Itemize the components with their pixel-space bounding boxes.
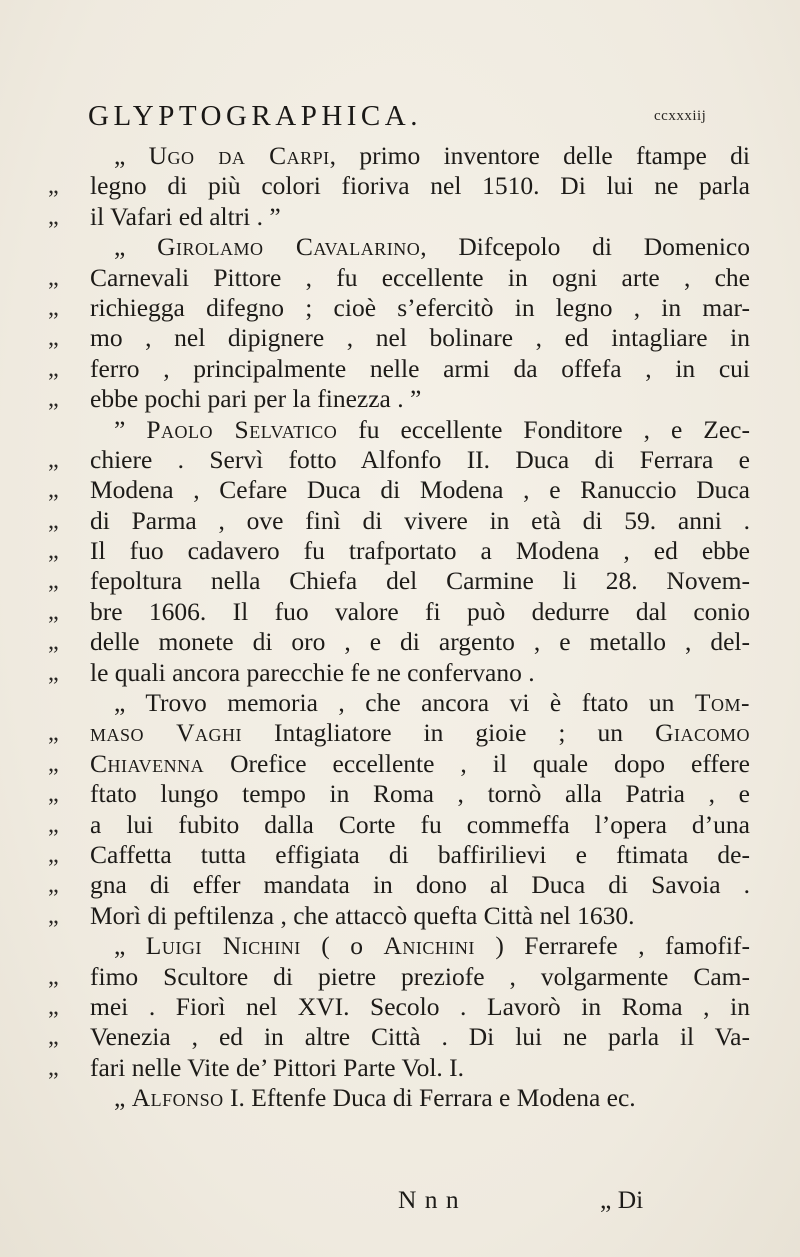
text-run: legno di più colori fioriva nel 1510. Di lui ne parla: [90, 171, 750, 201]
quotation-mark: „: [48, 507, 59, 534]
text-run: „: [114, 931, 146, 961]
text-run: di Parma , ove finì di vivere in età di 59. anni .: [90, 505, 750, 535]
text-run: Intagliatore in gioie ; un: [241, 718, 656, 748]
quotation-mark: „: [48, 386, 59, 413]
text-run: I. Eftenfe Duca di Ferrara e Modena ec.: [223, 1083, 636, 1113]
quotation-mark: „: [48, 629, 59, 656]
catchword: „ Di: [600, 1185, 644, 1214]
quotation-mark: „: [48, 446, 59, 473]
text-line: [48, 536, 768, 566]
line-text: [90, 779, 750, 809]
text-line: [48, 202, 768, 232]
text-line: [48, 901, 768, 931]
line-text: [90, 323, 750, 353]
quotation-mark: „: [48, 294, 59, 321]
text-run: ”: [114, 414, 147, 444]
text-run: Orefice eccellente , il quale dopo effere: [204, 748, 750, 778]
signature-mark: N n n: [398, 1185, 460, 1214]
text-run: fari nelle Vite de’ Pittori Parte Vol. I.: [90, 1052, 465, 1082]
text-line: [48, 171, 768, 201]
line-text: [90, 749, 750, 779]
quotation-mark: „: [48, 841, 59, 868]
text-line: [48, 1022, 768, 1052]
line-text: [90, 384, 750, 414]
text-line: [48, 840, 768, 870]
line-text: [90, 627, 750, 657]
text-line: [48, 992, 768, 1022]
text-run: bre 1606. Il fuo valore fi può dedurre dal conio: [90, 596, 750, 626]
name-small-caps: Paolo Selvatico: [146, 414, 338, 444]
text-line: [48, 688, 768, 718]
text-line: [48, 810, 768, 840]
text-run: mei . Fiorì nel XVI. Secolo . Lavorò in Roma , in: [90, 991, 750, 1021]
line-text: [90, 536, 750, 566]
text-line: [48, 141, 768, 171]
text-line: [48, 475, 768, 505]
running-title: GLYPTOGRAPHICA.: [88, 100, 422, 132]
text-body: [48, 141, 768, 1114]
quotation-mark: „: [48, 538, 59, 565]
text-line: [48, 931, 768, 961]
text-line: [48, 232, 768, 262]
text-run: chiere . Servì fotto Alfonfo II. Duca di Ferrara e: [90, 444, 750, 474]
line-text: [90, 840, 750, 870]
quotation-mark: „: [48, 173, 59, 200]
quotation-mark: „: [48, 264, 59, 291]
line-text: [90, 293, 750, 323]
text-run: a lui fubito dalla Corte fu commeffa l’opera d’una: [90, 809, 750, 839]
name-small-caps: Luigi Nichini: [145, 931, 301, 961]
quotation-mark: „: [48, 781, 59, 808]
text-run: , primo inventore delle ftampe di: [329, 141, 750, 170]
text-line: [48, 263, 768, 293]
line-text: [114, 415, 750, 445]
text-run: „: [114, 141, 149, 170]
line-text: [90, 718, 750, 748]
quotation-mark: „: [48, 1024, 59, 1051]
line-text: [90, 870, 750, 900]
text-run: Modena , Cefare Duca di Modena , e Ranuccio Duca: [90, 475, 750, 505]
text-run: richiegga difegno ; cioè s’efercitò in legno , in mar-: [90, 292, 750, 322]
text-line: [48, 658, 768, 688]
line-text: [90, 1053, 750, 1083]
text-run: delle monete di oro , e di argento , e metallo , del-: [90, 627, 750, 657]
quotation-mark: „: [48, 811, 59, 838]
text-line: [48, 1083, 768, 1113]
text-run: Caffetta tutta effigiata di baffirilievi e ftimata de-: [90, 839, 750, 869]
line-text: [90, 810, 750, 840]
quotation-mark: „: [48, 598, 59, 625]
quotation-mark: „: [48, 659, 59, 686]
running-header: [88, 100, 728, 140]
line-text: [90, 354, 750, 384]
line-text: [90, 901, 750, 931]
text-line: [48, 779, 768, 809]
name-small-caps: Ugo da Carpi: [148, 141, 330, 170]
text-line: [48, 445, 768, 475]
text-run: mo , nel dipignere , nel bolinare , ed intagliare in: [90, 323, 750, 353]
name-small-caps: Girolamo Cavalarino: [157, 232, 421, 262]
text-line: [48, 384, 768, 414]
name-small-caps: maso Vaghi: [90, 718, 242, 748]
text-line: [48, 506, 768, 536]
text-run: „: [114, 232, 158, 262]
line-text: [90, 445, 750, 475]
text-run: il Vafari ed altri . ”: [90, 201, 281, 231]
line-text: [90, 506, 750, 536]
quotation-mark: „: [48, 872, 59, 899]
text-line: [48, 354, 768, 384]
line-text: [114, 141, 750, 171]
text-run: ( o: [300, 931, 384, 961]
quotation-mark: „: [48, 325, 59, 352]
line-text: [90, 658, 750, 688]
text-run: ) Ferrarefe , famofif-: [474, 931, 750, 961]
text-run: Carnevali Pittore , fu eccellente in ogni arte , che: [90, 262, 750, 292]
name-small-caps: Tom-: [694, 688, 750, 718]
name-small-caps: Anichini: [383, 931, 475, 961]
text-line: [48, 870, 768, 900]
page-footer: [48, 1185, 768, 1221]
line-text: [90, 992, 750, 1022]
name-small-caps: Alfonso: [131, 1083, 224, 1113]
text-run: „: [114, 1083, 132, 1113]
page-number: ccxxxiij: [654, 108, 707, 124]
text-run: ebbe pochi pari per la finezza . ”: [90, 384, 422, 414]
text-line: [48, 627, 768, 657]
quotation-mark: „: [48, 750, 59, 777]
line-text: [90, 171, 750, 201]
text-run: , Difcepolo di Domenico: [420, 232, 750, 262]
quotation-mark: „: [48, 902, 59, 929]
line-text: [90, 1022, 750, 1052]
line-text: [114, 688, 750, 718]
text-line: [48, 293, 768, 323]
quotation-mark: „: [48, 477, 59, 504]
quotation-mark: „: [48, 963, 59, 990]
text-line: [48, 749, 768, 779]
name-small-caps: Giacomo: [655, 718, 750, 748]
text-run: „: [114, 688, 146, 718]
text-run: le quali ancora parecchie fe ne confervano .: [90, 657, 535, 687]
line-text: [90, 202, 750, 232]
quotation-mark: „: [48, 203, 59, 230]
line-text: [90, 263, 750, 293]
text-run: Venezia , ed in altre Città . Di lui ne parla il Va-: [90, 1022, 750, 1052]
text-run: fimo Scultore di pietre preziofe , volgarmente Cam-: [90, 961, 750, 991]
text-line: [48, 566, 768, 596]
text-line: [48, 718, 768, 748]
text-line: [48, 962, 768, 992]
text-run: gna di effer mandata in dono al Duca di Savoia .: [90, 870, 750, 900]
quotation-mark: „: [48, 993, 59, 1020]
name-small-caps: Chiavenna: [90, 748, 205, 778]
line-text: [114, 1083, 750, 1113]
text-run: fepoltura nella Chiefa del Carmine li 28. Novem-: [90, 566, 750, 596]
text-line: [48, 415, 768, 445]
text-line: [48, 323, 768, 353]
text-run: Trovo memoria , che ancora vi è ftato un: [145, 688, 695, 718]
text-run: Il fuo cadavero fu trafportato a Modena , ed ebbe: [90, 536, 750, 566]
text-line: [48, 1053, 768, 1083]
text-run: ferro , principalmente nelle armi da offefa , in cui: [90, 353, 750, 383]
line-text: [90, 597, 750, 627]
line-text: [90, 566, 750, 596]
line-text: [114, 931, 750, 961]
line-text: [114, 232, 750, 262]
text-line: [48, 597, 768, 627]
text-run: ftato lungo tempo in Roma , tornò alla Patria , e: [90, 779, 750, 809]
quotation-mark: „: [48, 1054, 59, 1081]
text-run: fu eccellente Fonditore , e Zec-: [337, 414, 750, 444]
quotation-mark: „: [48, 568, 59, 595]
line-text: [90, 475, 750, 505]
quotation-mark: „: [48, 720, 59, 747]
line-text: [90, 962, 750, 992]
quotation-mark: „: [48, 355, 59, 382]
text-run: Morì di peftilenza , che attaccò quefta Città nel 1630.: [90, 900, 635, 930]
